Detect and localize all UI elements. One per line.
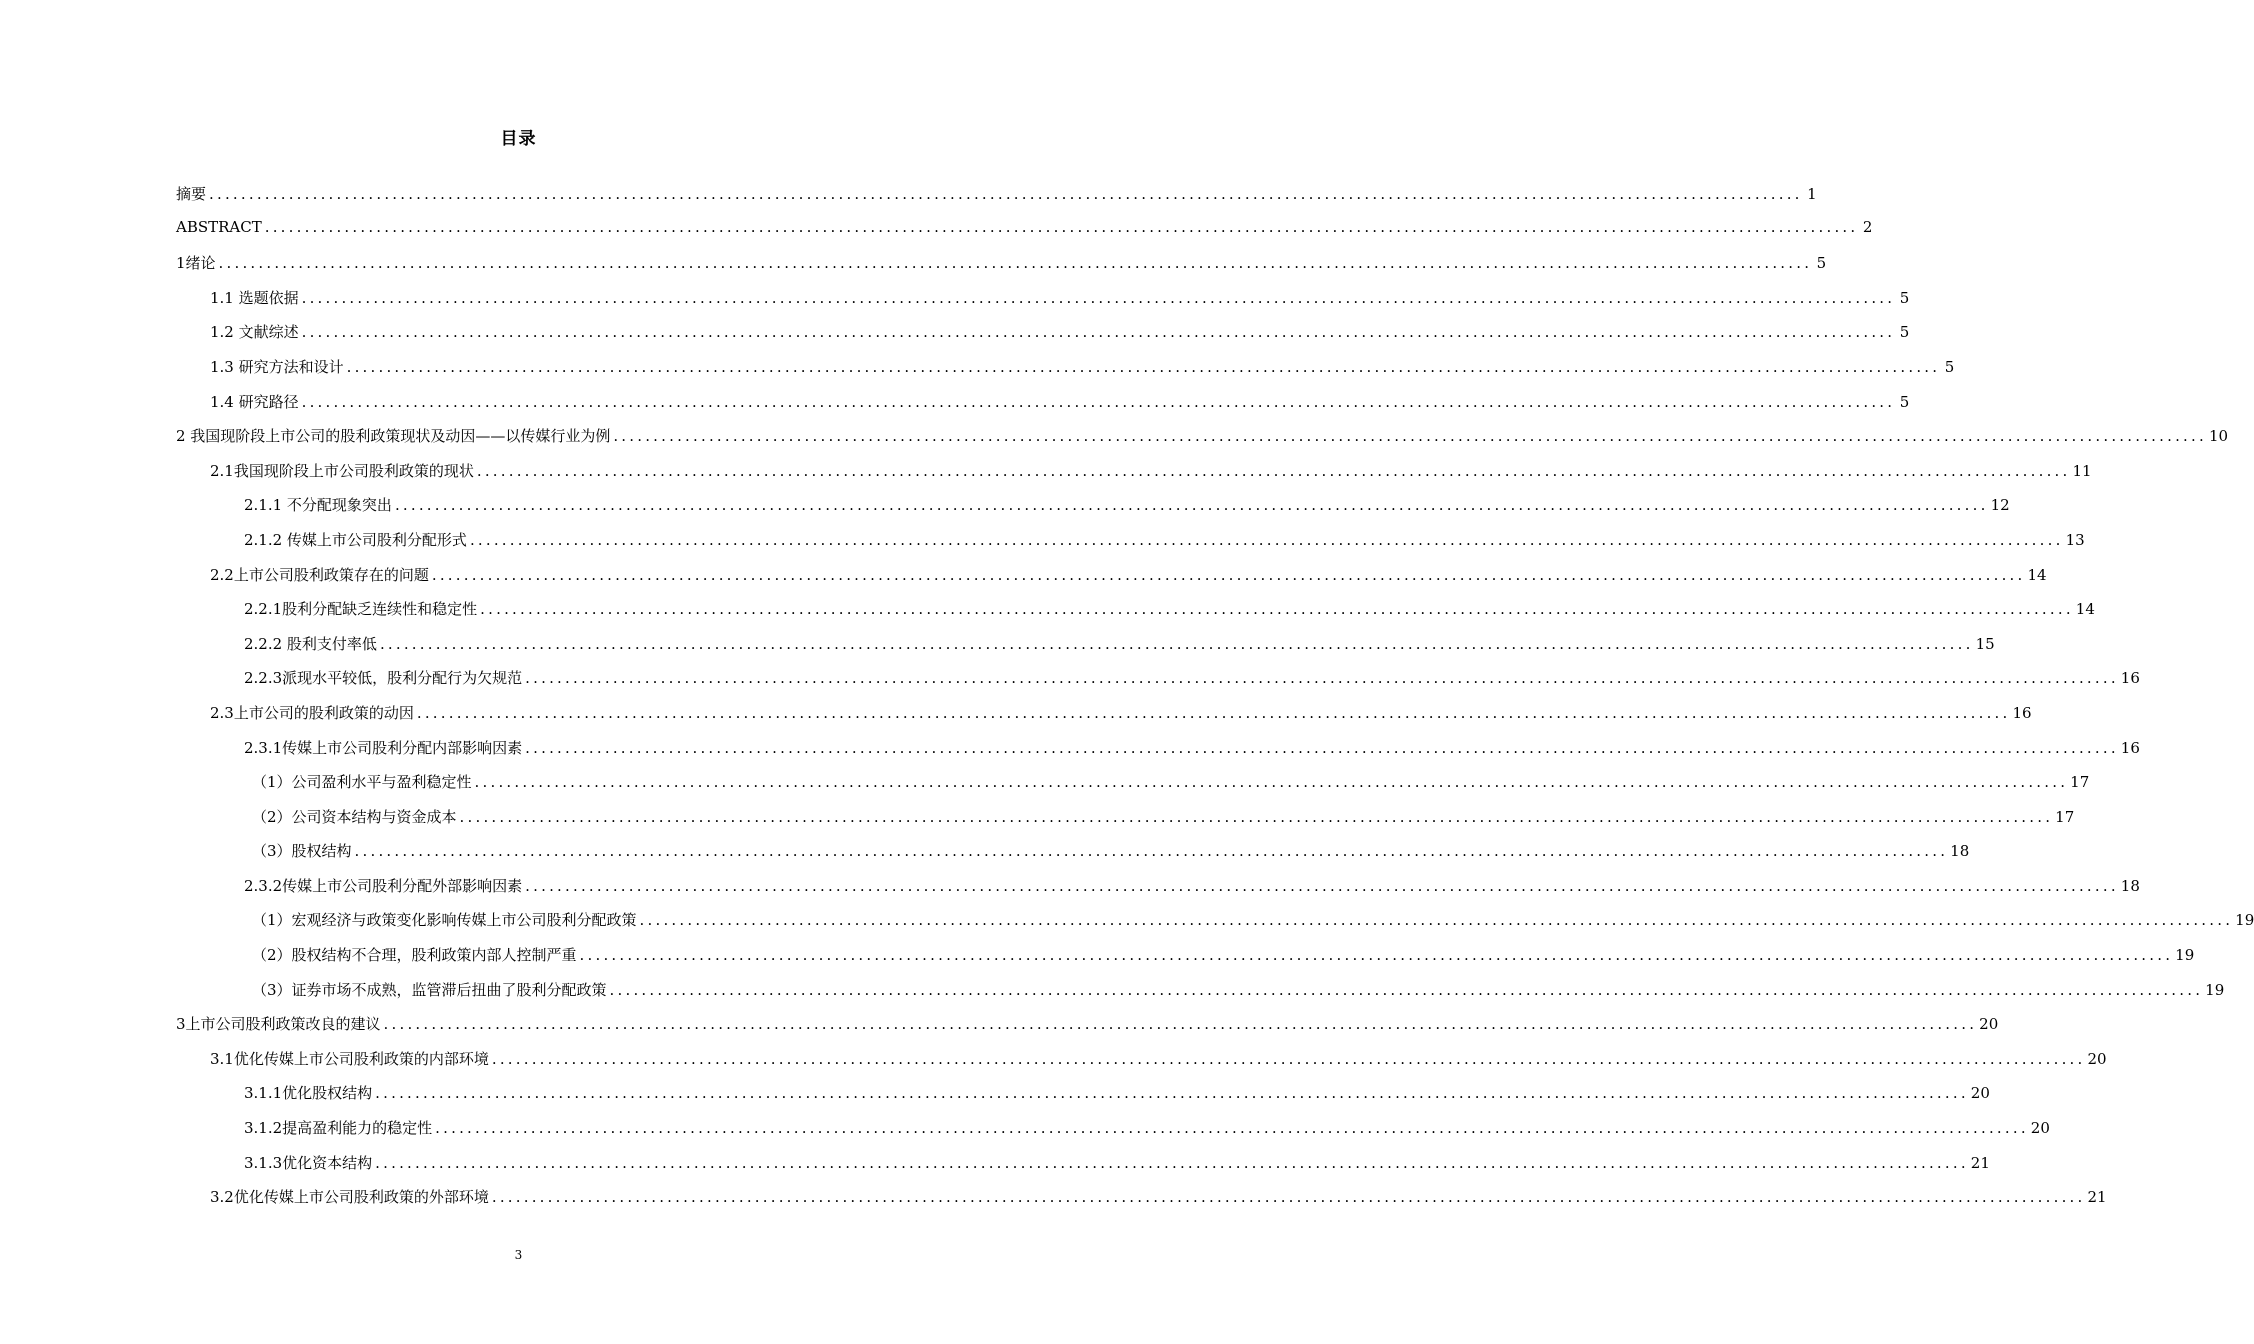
toc-entry-title: （2）公司资本结构与资金成本 <box>252 807 457 826</box>
toc-entry-page: 12 <box>1990 496 2010 515</box>
toc-dot-leader: ........................................................................................................................................................................................................ <box>525 876 2119 895</box>
toc-entry-title: （1）公司盈利水平与盈利稳定性 <box>252 773 472 792</box>
toc-entry-page: 16 <box>2120 738 2140 757</box>
toc-entry[interactable] <box>176 806 2075 841</box>
toc-entry-page: 5 <box>1816 254 1827 273</box>
toc-entry-page: 20 <box>2087 1049 2107 1068</box>
toc-entry-page: 19 <box>2235 911 2254 930</box>
toc-entry-page: 17 <box>2055 807 2075 826</box>
toc-entry-page: 11 <box>2072 461 2092 480</box>
toc-entry-title: 2.1.1 不分配现象突出 <box>244 496 392 515</box>
toc-dot-leader: ........................................................................................................................................................................................................ <box>301 323 1896 342</box>
toc-entry-page: 18 <box>2120 876 2140 895</box>
toc-entry-title: 3.1.3优化资本结构 <box>244 1153 373 1172</box>
toc-entry-title: 1.2 文献综述 <box>210 323 299 342</box>
toc-dot-leader: ........................................................................................................................................................................................................ <box>383 1015 1978 1034</box>
toc-entry[interactable] <box>176 529 2085 564</box>
toc-entry[interactable] <box>176 1152 1990 1187</box>
toc-dot-leader: ........................................................................................................................................................................................................ <box>209 185 1803 203</box>
toc-entry[interactable] <box>176 564 2047 599</box>
toc-entry-page: 19 <box>2205 980 2225 999</box>
toc-entry-title: （3）股权结构 <box>252 842 352 861</box>
table-of-contents <box>176 183 2254 1221</box>
toc-dot-leader: ........................................................................................................................................................................................................ <box>480 600 2074 619</box>
toc-entry[interactable] <box>176 909 2254 944</box>
toc-entry-title: 3上市公司股利政策改良的建议 <box>176 1015 381 1034</box>
toc-dot-leader: ........................................................................................................................................................................................................ <box>394 496 1989 515</box>
toc-dot-leader: ........................................................................................................................................................................................................ <box>613 427 2207 446</box>
toc-entry[interactable] <box>176 321 1910 356</box>
toc-entry-page: 2 <box>1862 217 1873 236</box>
toc-entry-title: 2.2上市公司股利政策存在的问题 <box>210 565 429 584</box>
toc-entry-title: （1）宏观经济与政策变化影响传媒上市公司股利分配政策 <box>252 911 637 930</box>
toc-entry-page: 10 <box>2208 427 2229 446</box>
toc-entry[interactable] <box>176 460 2092 495</box>
toc-entry-page: 16 <box>2120 669 2140 688</box>
toc-dot-leader: ........................................................................................................................................................................................................ <box>525 738 2119 757</box>
toc-entry[interactable] <box>176 287 1910 322</box>
toc-entry-page: 20 <box>1970 1084 1990 1103</box>
toc-entry-title: 2 我国现阶段上市公司的股利政策现状及动因——以传媒行业为例 <box>176 427 611 446</box>
toc-entry-title: 摘要 <box>176 185 207 203</box>
toc-entry[interactable] <box>176 633 1995 668</box>
toc-entry-title: 2.3.2传媒上市公司股利分配外部影响因素 <box>244 876 523 895</box>
toc-dot-leader: ........................................................................................................................................................................................................ <box>525 669 2119 688</box>
toc-dot-leader: ........................................................................................................................................................................................................ <box>469 530 2064 549</box>
toc-entry[interactable] <box>176 771 2090 806</box>
toc-entry-title: 3.1.2提高盈利能力的稳定性 <box>244 1119 433 1138</box>
toc-entry-page: 5 <box>1899 323 1910 342</box>
toc-entry-title: ABSTRACT <box>176 217 262 236</box>
toc-entry[interactable] <box>176 217 1873 253</box>
toc-entry[interactable] <box>176 1186 2107 1221</box>
toc-entry[interactable] <box>176 391 1910 426</box>
toc-entry-page: 21 <box>1970 1153 1990 1172</box>
toc-dot-leader: ........................................................................................................................................................................................................ <box>354 842 1949 861</box>
toc-entry-page: 16 <box>2012 703 2032 722</box>
toc-entry-page: 14 <box>2075 600 2095 619</box>
toc-dot-leader: ........................................................................................................................................................................................................ <box>491 1049 2086 1068</box>
toc-entry[interactable] <box>176 1082 1990 1117</box>
toc-dot-leader: ........................................................................................................................................................................................................ <box>639 911 2234 930</box>
toc-entry-page: 13 <box>2065 530 2085 549</box>
toc-entry[interactable] <box>176 667 2140 702</box>
toc-entry[interactable] <box>176 183 1817 218</box>
toc-entry-title: 3.2优化传媒上市公司股利政策的外部环境 <box>210 1188 489 1207</box>
toc-entry[interactable] <box>176 1117 2050 1152</box>
toc-entry-title: （2）股权结构不合理，股利政策内部人控制严重 <box>252 946 577 965</box>
toc-entry-page: 5 <box>1899 288 1910 307</box>
toc-entry[interactable] <box>176 944 2195 979</box>
toc-entry-title: 1.1 选题依据 <box>210 288 299 307</box>
toc-entry[interactable] <box>176 425 2229 460</box>
toc-dot-leader: ........................................................................................................................................................................................................ <box>301 392 1896 411</box>
toc-entry-title: 1.3 研究方法和设计 <box>210 357 344 376</box>
toc-entry-page: 20 <box>2030 1119 2050 1138</box>
toc-entry-title: 2.3上市公司的股利政策的动因 <box>210 703 414 722</box>
toc-entry[interactable] <box>176 702 2032 737</box>
toc-entry-title: （3）证券市场不成熟，监管滞后扭曲了股利分配政策 <box>252 980 607 999</box>
toc-entry-page: 20 <box>1979 1015 1999 1034</box>
toc-dot-leader: ........................................................................................................................................................................................................ <box>375 1084 1969 1103</box>
toc-entry-title: 3.1.1优化股权结构 <box>244 1084 373 1103</box>
toc-entry[interactable] <box>176 598 2095 633</box>
toc-entry-title: 1.4 研究路径 <box>210 392 299 411</box>
toc-entry[interactable] <box>176 979 2225 1014</box>
toc-dot-leader: ........................................................................................................................................................................................................ <box>379 634 1974 653</box>
toc-entry[interactable] <box>176 875 2140 910</box>
toc-entry-page: 5 <box>1899 392 1910 411</box>
toc-entry[interactable] <box>176 356 1955 391</box>
toc-entry[interactable] <box>176 1048 2107 1083</box>
toc-entry-title: 2.2.2 股利支付率低 <box>244 634 377 653</box>
toc-dot-leader: ........................................................................................................................................................................................................ <box>218 254 1813 273</box>
toc-entry-title: 1绪论 <box>176 254 216 273</box>
toc-entry[interactable] <box>176 252 1827 287</box>
toc-entry-page: 15 <box>1975 634 1995 653</box>
toc-entry-page: 1 <box>1807 185 1817 203</box>
toc-dot-leader: ........................................................................................................................................................................................................ <box>476 461 2071 480</box>
toc-entry-page: 19 <box>2175 946 2195 965</box>
toc-dot-leader: ........................................................................................................................................................................................................ <box>264 217 1859 236</box>
toc-entry-title: 2.1.2 传媒上市公司股利分配形式 <box>244 530 467 549</box>
toc-entry-title: 2.1我国现阶段上市公司股利政策的现状 <box>210 461 474 480</box>
toc-entry-title: 2.3.1传媒上市公司股利分配内部影响因素 <box>244 738 523 757</box>
toc-dot-leader: ........................................................................................................................................................................................................ <box>579 946 2174 965</box>
toc-dot-leader: ........................................................................................................................................................................................................ <box>459 807 2054 826</box>
toc-dot-leader: ........................................................................................................................................................................................................ <box>346 357 1941 376</box>
toc-entry-title: 2.2.1股利分配缺乏连续性和稳定性 <box>244 600 478 619</box>
toc-entry-page: 5 <box>1944 357 1955 376</box>
toc-entry-page: 14 <box>2027 565 2047 584</box>
toc-entry-title: 3.1优化传媒上市公司股利政策的内部环境 <box>210 1049 489 1068</box>
toc-entry[interactable] <box>176 494 2010 529</box>
toc-dot-leader: ........................................................................................................................................................................................................ <box>491 1188 2086 1207</box>
page-title: 目录 <box>500 129 537 149</box>
toc-dot-leader: ........................................................................................................................................................................................................ <box>375 1153 1969 1172</box>
toc-dot-leader: ........................................................................................................................................................................................................ <box>431 565 2026 584</box>
toc-entry-page: 17 <box>2070 773 2090 792</box>
toc-entry-page: 18 <box>1950 842 1970 861</box>
toc-entry[interactable] <box>176 1013 1999 1048</box>
toc-dot-leader: ........................................................................................................................................................................................................ <box>474 773 2069 792</box>
toc-entry[interactable] <box>176 840 1970 875</box>
toc-dot-leader: ........................................................................................................................................................................................................ <box>301 288 1896 307</box>
toc-dot-leader: ........................................................................................................................................................................................................ <box>435 1119 2029 1138</box>
page-number: 3 <box>514 1248 523 1262</box>
toc-dot-leader: ........................................................................................................................................................................................................ <box>416 703 2011 722</box>
toc-dot-leader: ........................................................................................................................................................................................................ <box>609 980 2204 999</box>
toc-entry[interactable] <box>176 737 2140 772</box>
toc-entry-title: 2.2.3派现水平较低，股利分配行为欠规范 <box>244 669 523 688</box>
toc-entry-page: 21 <box>2087 1188 2107 1207</box>
